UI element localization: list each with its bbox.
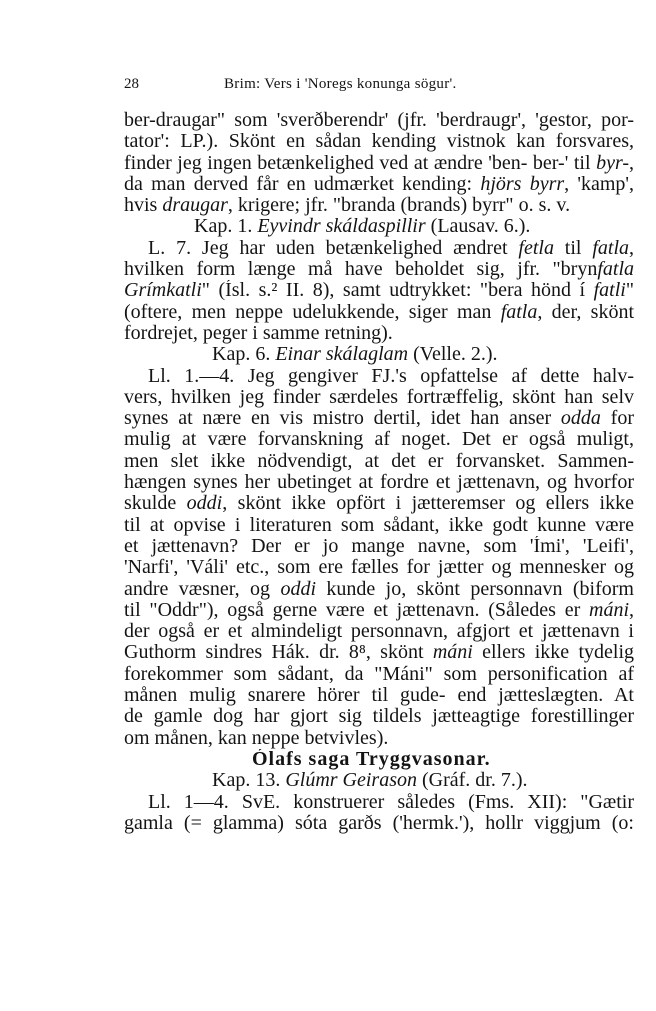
body-text	[124, 110, 634, 834]
italic-term: máni	[589, 599, 629, 621]
text-run: til at opvise i literaturen som sådant, ikke godt kunne være	[124, 514, 634, 536]
text-run: hvilken form længe må have beholdet sig, jfr. "bryn	[124, 259, 598, 281]
text-line	[124, 579, 634, 600]
text-run: (Lausav. 6.).	[425, 216, 531, 238]
text-run: ,	[629, 599, 634, 621]
text-run: de gamle dog har gjort sig tildels jætteagtige forestillinger	[124, 706, 634, 728]
text-run: skulde	[124, 493, 187, 515]
text-line	[124, 174, 634, 195]
text-run: (Gráf. dr. 7.).	[417, 770, 528, 792]
text-line	[124, 706, 634, 727]
text-run: 'Narfi', 'Váli' etc., som ere fælles for jætter og mennesker og	[124, 557, 634, 579]
italic-term: oddi	[280, 578, 316, 600]
text-run: et jættenavn? Der er jo mange navne, som 'Ími', 'Leifi',	[124, 535, 634, 557]
text-run: da man derved får en udmærket kending:	[124, 173, 481, 195]
text-run: gamla (= glamma) sóta garðs ('hermk.'), hollr viggjum (o:	[124, 812, 634, 834]
text-line	[124, 153, 634, 174]
text-run: ber-draugar" som 'sverðberendr' (jfr. 'berdraugr', 'gestor, por-	[124, 110, 634, 131]
text-run: fordrejet, peger i samme retning).	[124, 322, 393, 344]
text-run: "	[625, 280, 634, 302]
text-line	[124, 195, 634, 216]
italic-term: Eyvindr skáldaspillir	[257, 216, 426, 238]
text-run: hvis	[124, 195, 163, 217]
text-line	[124, 387, 634, 408]
text-line	[124, 344, 634, 365]
italic-term: fatla	[597, 259, 634, 281]
italic-term: fatla	[500, 301, 538, 323]
text-line	[124, 621, 634, 642]
text-line	[124, 749, 634, 770]
text-line	[124, 813, 634, 834]
italic-term: fatli	[593, 280, 626, 302]
text-run: ellers ikke tydelig	[472, 642, 634, 664]
text-run: " (Ísl. s.² II. 8), samt udtrykket: "bera hönd í	[201, 280, 594, 302]
text-run: (oftere, men neppe udelukkende, siger man	[124, 301, 501, 323]
text-run: der også er et almindeligt personnavn, afgjort et jættenavn i	[124, 621, 634, 643]
text-run: Kap. 1.	[194, 216, 258, 238]
text-line	[124, 472, 634, 493]
text-line	[124, 302, 634, 323]
text-run: til	[553, 237, 593, 259]
italic-term: Grímkatli	[124, 280, 202, 302]
text-line	[124, 792, 634, 813]
italic-term: fetla	[518, 237, 554, 259]
text-run: for	[600, 408, 634, 430]
text-run: mulig at være forvanskning af noget. Det er også muligt,	[124, 429, 634, 451]
text-run: ,	[629, 237, 634, 259]
text-run: men slet ikke nödvendigt, at det er forvansket. Sammen-	[124, 450, 634, 472]
text-run: andre væsner, og	[124, 578, 281, 600]
text-run: L. 7. Jeg har uden betænkelighed ændret	[148, 237, 519, 259]
text-line	[124, 110, 634, 131]
text-run: synes at nære en vis mistro dertil, idet han anser	[124, 408, 561, 430]
italic-term: odda	[560, 408, 601, 430]
text-run: vers, hvilken jeg finder særdeles fortræffelig, skönt han selv	[124, 386, 634, 408]
text-line	[124, 770, 634, 791]
text-run: om månen, kan neppe betvivles).	[124, 727, 389, 749]
text-run: , 'kamp',	[564, 173, 634, 195]
text-line	[124, 451, 634, 472]
text-run: til "Oddr"), også gerne være et jættenavn. (Således er	[124, 599, 589, 621]
text-line	[124, 429, 634, 450]
text-run: (Velle. 2.).	[408, 344, 498, 366]
text-run: tator': LP.). Skönt en sådan kending vistnok kan forsvares,	[124, 131, 634, 153]
running-head: Brim: Vers i 'Noregs konunga sögur'.	[224, 76, 457, 92]
italic-term: byr-	[596, 152, 629, 174]
text-run: Kap. 13.	[212, 770, 286, 792]
text-line	[124, 557, 634, 578]
text-run: finder jeg ingen betænkelighed ved at ændre 'ben- ber-' til	[124, 152, 597, 174]
text-run: kunde jo, skönt personnavn (biform	[316, 578, 634, 600]
text-run: Guthorm sindres Hák. dr. 8⁸, skönt	[124, 642, 433, 664]
text-run: Ll. 1.—4. Jeg gengiver FJ.'s opfattelse af dette halv-	[148, 365, 634, 387]
text-run: månen mulig snarere hörer til gude- end jætteslægten. At	[124, 685, 634, 707]
italic-term: hjörs byrr	[480, 173, 565, 195]
text-line	[124, 238, 634, 259]
italic-term: Glúmr Geirason	[285, 770, 417, 792]
text-run: Ólafs saga Tryggvasonar.	[252, 748, 491, 770]
italic-term: draugar	[162, 195, 228, 217]
text-run: , skönt ikke opfört i jætteremser og ellers ikke	[222, 493, 634, 515]
text-line	[124, 216, 634, 237]
text-line	[124, 685, 634, 706]
text-line	[124, 664, 634, 685]
text-run: hængen synes her ubetinget at fordre et jættenavn, og hvorfor	[124, 472, 634, 494]
text-run: Kap. 6.	[212, 344, 276, 366]
italic-term: máni	[432, 642, 473, 664]
text-run: Ll. 1—4. SvE. konstruerer således (Fms. XII): "Gætir	[148, 791, 634, 813]
text-line	[124, 408, 634, 429]
text-run: ,	[629, 152, 634, 174]
text-line	[124, 323, 634, 344]
italic-term: Einar skálaglam	[275, 344, 409, 366]
text-line	[124, 366, 634, 387]
text-run: , der, skönt	[537, 301, 634, 323]
page-header	[124, 76, 540, 98]
italic-term: oddi	[186, 493, 223, 515]
text-line	[124, 259, 634, 280]
text-line	[124, 280, 634, 301]
text-line	[124, 515, 634, 536]
text-line	[124, 493, 634, 514]
text-line	[124, 600, 634, 621]
italic-term: fatla	[592, 237, 629, 259]
page-number: 28	[124, 76, 139, 92]
text-line	[124, 536, 634, 557]
text-line	[124, 642, 634, 663]
text-line	[124, 728, 634, 749]
text-run: , krigere; jfr. "branda (brands) byrr" o. s. v.	[227, 195, 571, 217]
text-line	[124, 131, 634, 152]
text-run: forekommer som sådant, da "Máni" som personification af	[124, 663, 634, 685]
